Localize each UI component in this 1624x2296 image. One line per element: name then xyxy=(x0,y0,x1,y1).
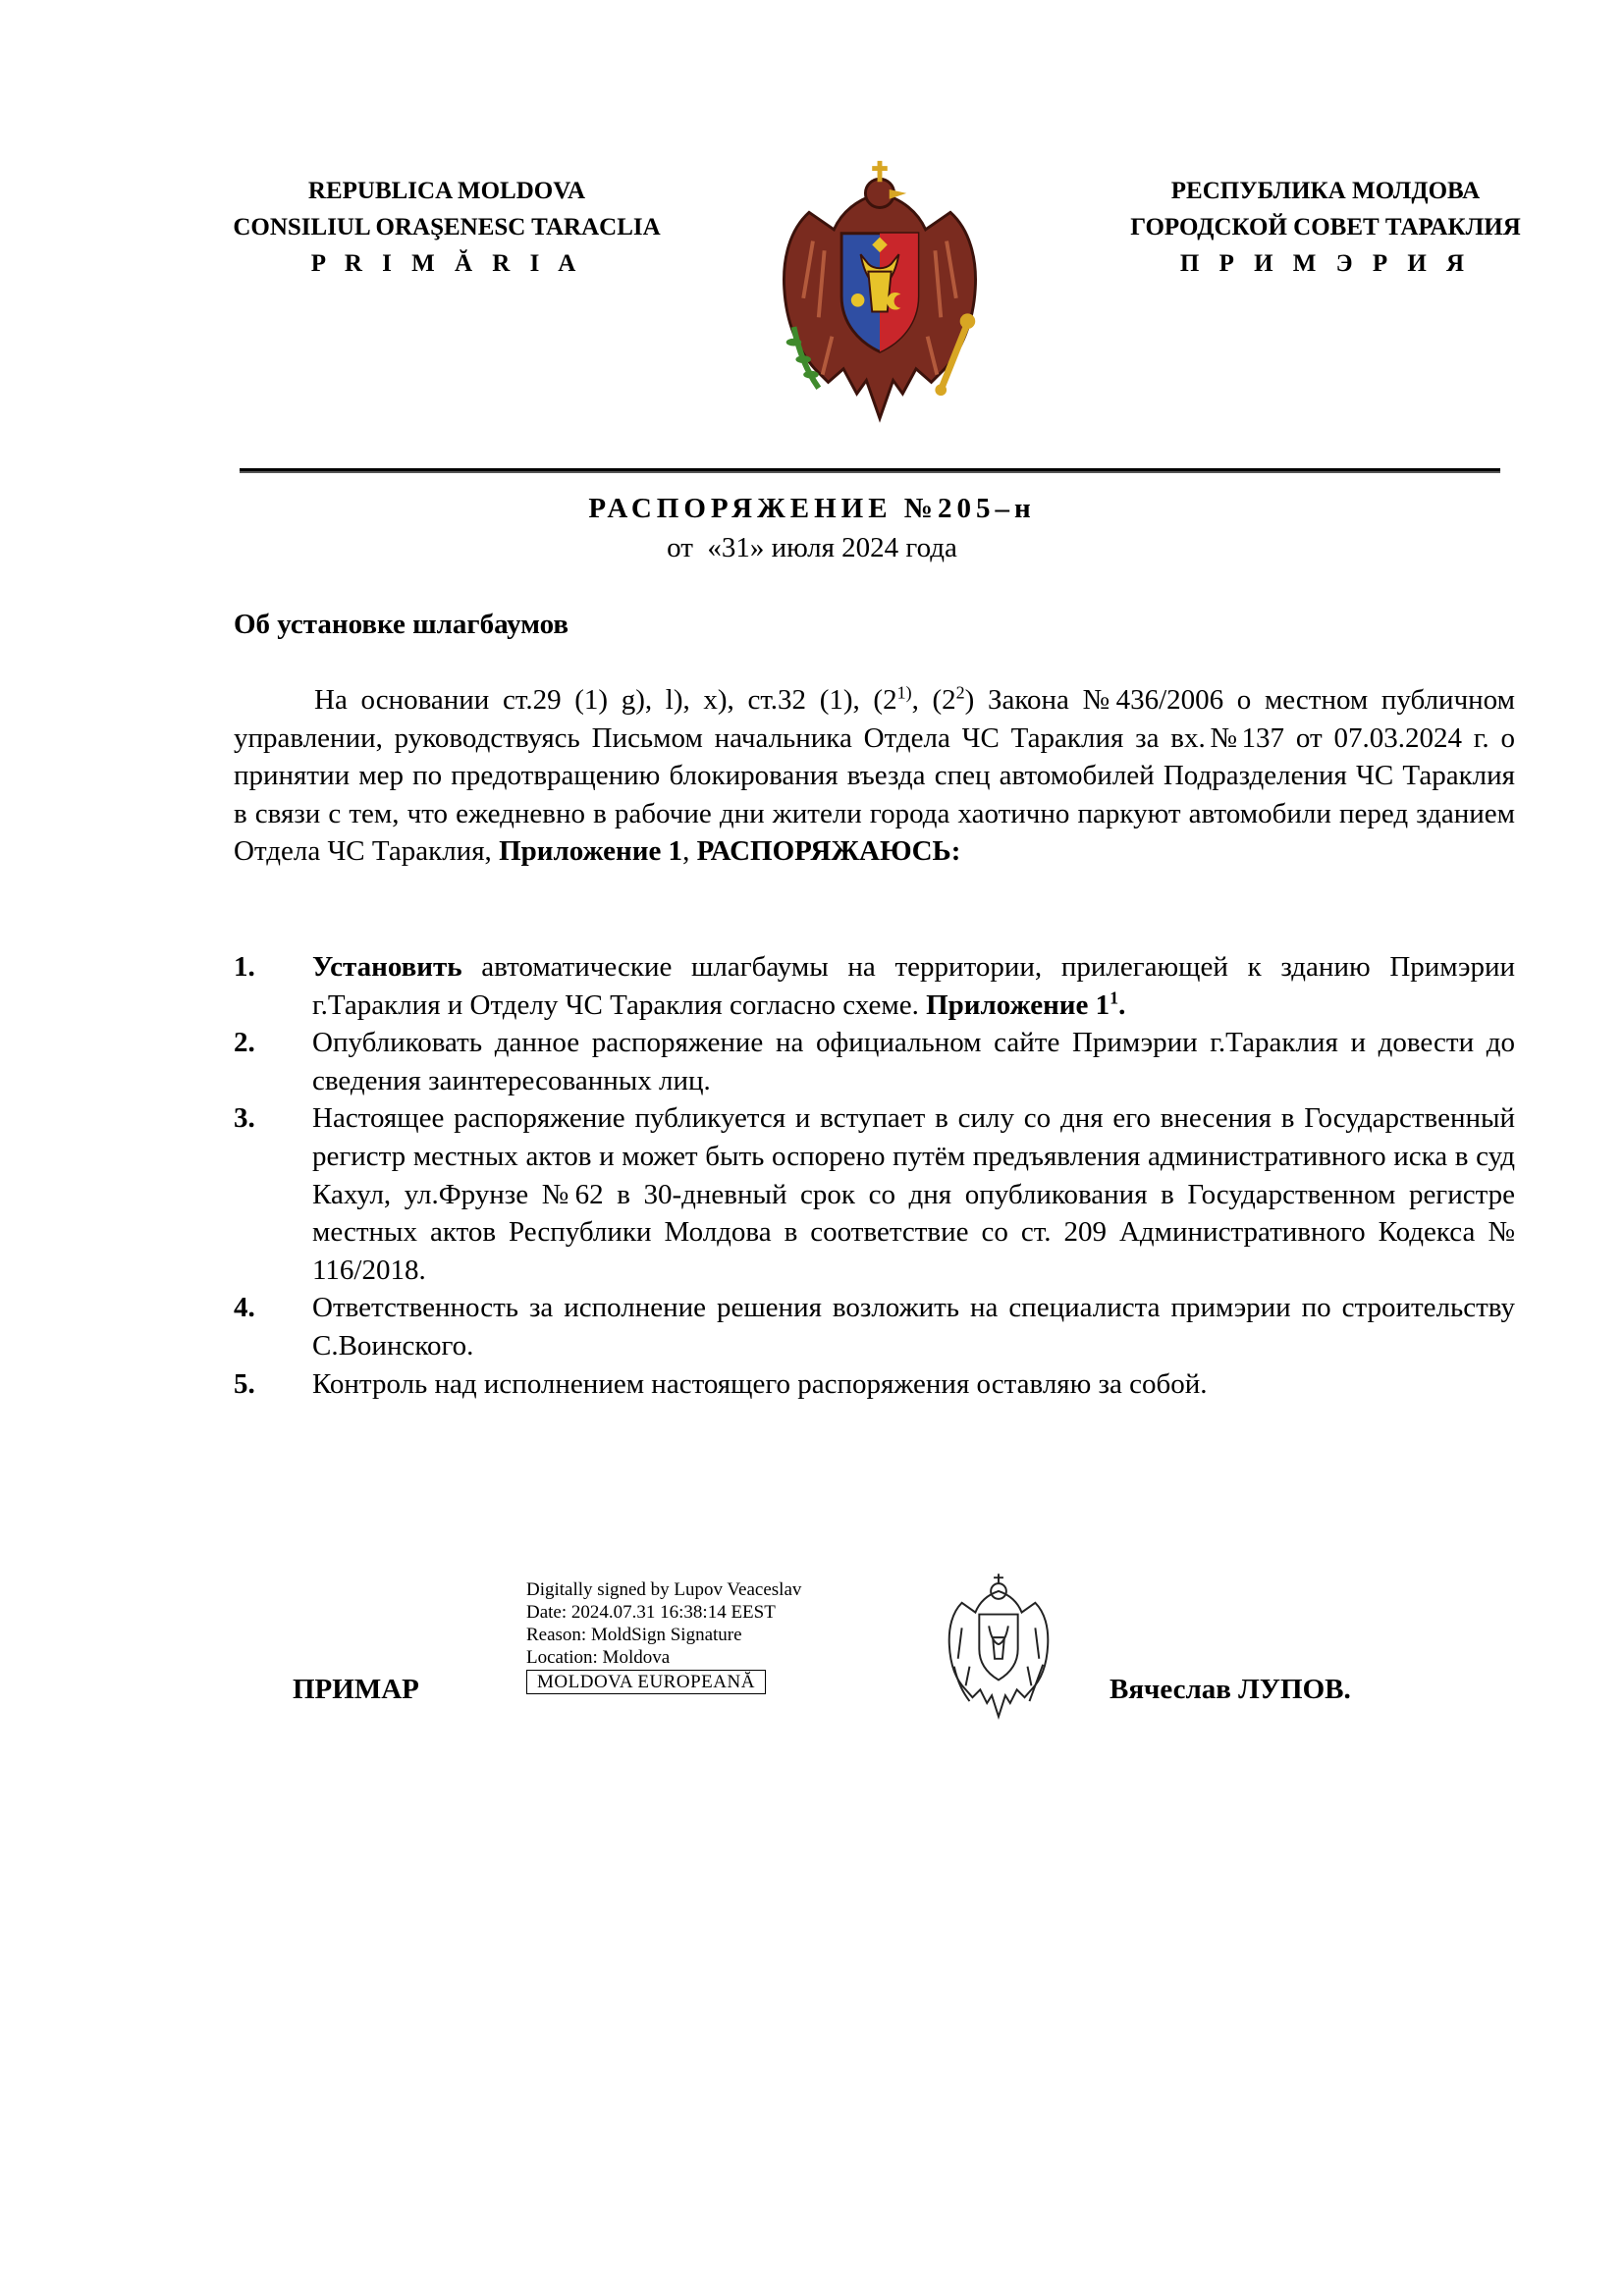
header-right-line-1: РЕСПУБЛИКА МОЛДОВА xyxy=(1170,178,1481,204)
item-text: Контроль над исполнением настоящего распоряжения оставляю за собой. xyxy=(312,1367,1208,1400)
signature-emblem-icon xyxy=(941,1569,1056,1726)
item-annex xyxy=(926,989,1125,1021)
document-date: от «31» июля 2024 года xyxy=(667,532,957,563)
signature-location: Location: Moldova xyxy=(526,1647,671,1668)
item-lead: Установить xyxy=(312,951,462,983)
item-text: Опубликовать данное распоряжение на официальном сайте Примэрии г.Тараклия и довести до сведения заинтересованных лиц. xyxy=(312,1027,1515,1096)
header-right xyxy=(1080,173,1571,282)
order-item xyxy=(234,1024,1515,1099)
item-text: Настоящее распоряжение публикуется и вступает в силу со дня его внесения в Государственный регистр местных актов и может быть оспорено путём предъявления административного иска в суд Кахул, ул.Фрунзе №62 в 30-дневный срок со дня опубликования в Государственном регистре местных актов Республики Молдова в соответствие со ст. 209 Административного Кодекса № 116/2018. xyxy=(312,1102,1515,1286)
digital-signature xyxy=(526,1578,801,1694)
item-annex-sup: 1 xyxy=(1110,987,1119,1007)
preamble xyxy=(234,681,1515,871)
order-item xyxy=(234,1289,1515,1364)
preamble-text-1: На основании ст.29 (1) g), l), x), ст.32 (1), (2 xyxy=(314,684,897,716)
header-left-line-1: REPUBLICA MOLDOVA xyxy=(307,178,586,204)
mayor-name: Вячеслав ЛУПОВ. xyxy=(1110,1674,1351,1705)
item-number: 3. xyxy=(234,1102,255,1135)
document-subject: Об установке шлагбаумов xyxy=(234,609,569,640)
order-item xyxy=(234,1099,1515,1289)
signature-motto: MOLDOVA EUROPEANĂ xyxy=(526,1670,766,1694)
item-number: 5. xyxy=(234,1367,255,1400)
signature-signed-by: Digitally signed by Lupov Veaceslav xyxy=(526,1579,802,1600)
preamble-text-2: , (2 xyxy=(911,684,956,716)
header-left-line-2: CONSILIUL ORAŞENESC TARACLIA xyxy=(233,214,661,240)
document-title: РАСПОРЯЖЕНИЕ №205–н xyxy=(588,493,1036,524)
header-left-line-3: P R I M Ă R I A xyxy=(310,250,583,277)
header-left xyxy=(187,173,707,282)
preamble-sup-1: 1) xyxy=(896,682,912,703)
item-annex-label: Приложение 1 xyxy=(926,988,1110,1021)
header-right-line-3: П Р И М Э Р И Я xyxy=(1179,250,1472,277)
moldova-coat-of-arms-icon xyxy=(764,155,996,432)
order-item xyxy=(234,1365,1515,1404)
item-number: 1. xyxy=(234,951,255,983)
signature-date: Date: 2024.07.31 16:38:14 EEST xyxy=(526,1602,776,1623)
order-item xyxy=(234,948,1515,1024)
item-number: 4. xyxy=(234,1292,255,1324)
header-right-line-2: ГОРОДСКОЙ СОВЕТ ТАРАКЛИЯ xyxy=(1130,214,1521,240)
preamble-paragraph xyxy=(234,681,1515,871)
preamble-text-3: ) Закона №436/2006 о местном публичном управлении, руководствуясь Письмом начальника Отдела ЧС Тараклия за вх.№137 от 07.03.2024 г. о принятии мер по предотвращению блокирования въезда спец автомобилей Подразделения ЧС Тараклия в связи с тем, что ежедневно в рабочие дни жители города хаотично паркуют автомобили перед зданием Отдела ЧС Тараклия, xyxy=(234,684,1515,868)
header-divider xyxy=(240,468,1500,471)
preamble-order: РАСПОРЯЖАЮСЬ: xyxy=(696,835,961,868)
signature-reason: Reason: MoldSign Signature xyxy=(526,1625,742,1645)
order-items xyxy=(234,948,1515,1403)
preamble-comma: , xyxy=(682,835,697,868)
mayor-title: ПРИМАР xyxy=(293,1674,419,1705)
preamble-sup-2: 2 xyxy=(955,682,965,703)
item-annex-end: . xyxy=(1118,988,1126,1021)
item-text: автоматические шлагбаумы на территории, прилегающей к зданию Примэрии г.Тараклия и Отделу ЧС Тараклия согласно схеме. xyxy=(312,951,1515,1021)
preamble-annex: Приложение 1 xyxy=(499,835,683,868)
item-text: Ответственность за исполнение решения возложить на специалиста примэрии по строительству С.Воинского. xyxy=(312,1292,1515,1362)
item-number: 2. xyxy=(234,1027,255,1059)
